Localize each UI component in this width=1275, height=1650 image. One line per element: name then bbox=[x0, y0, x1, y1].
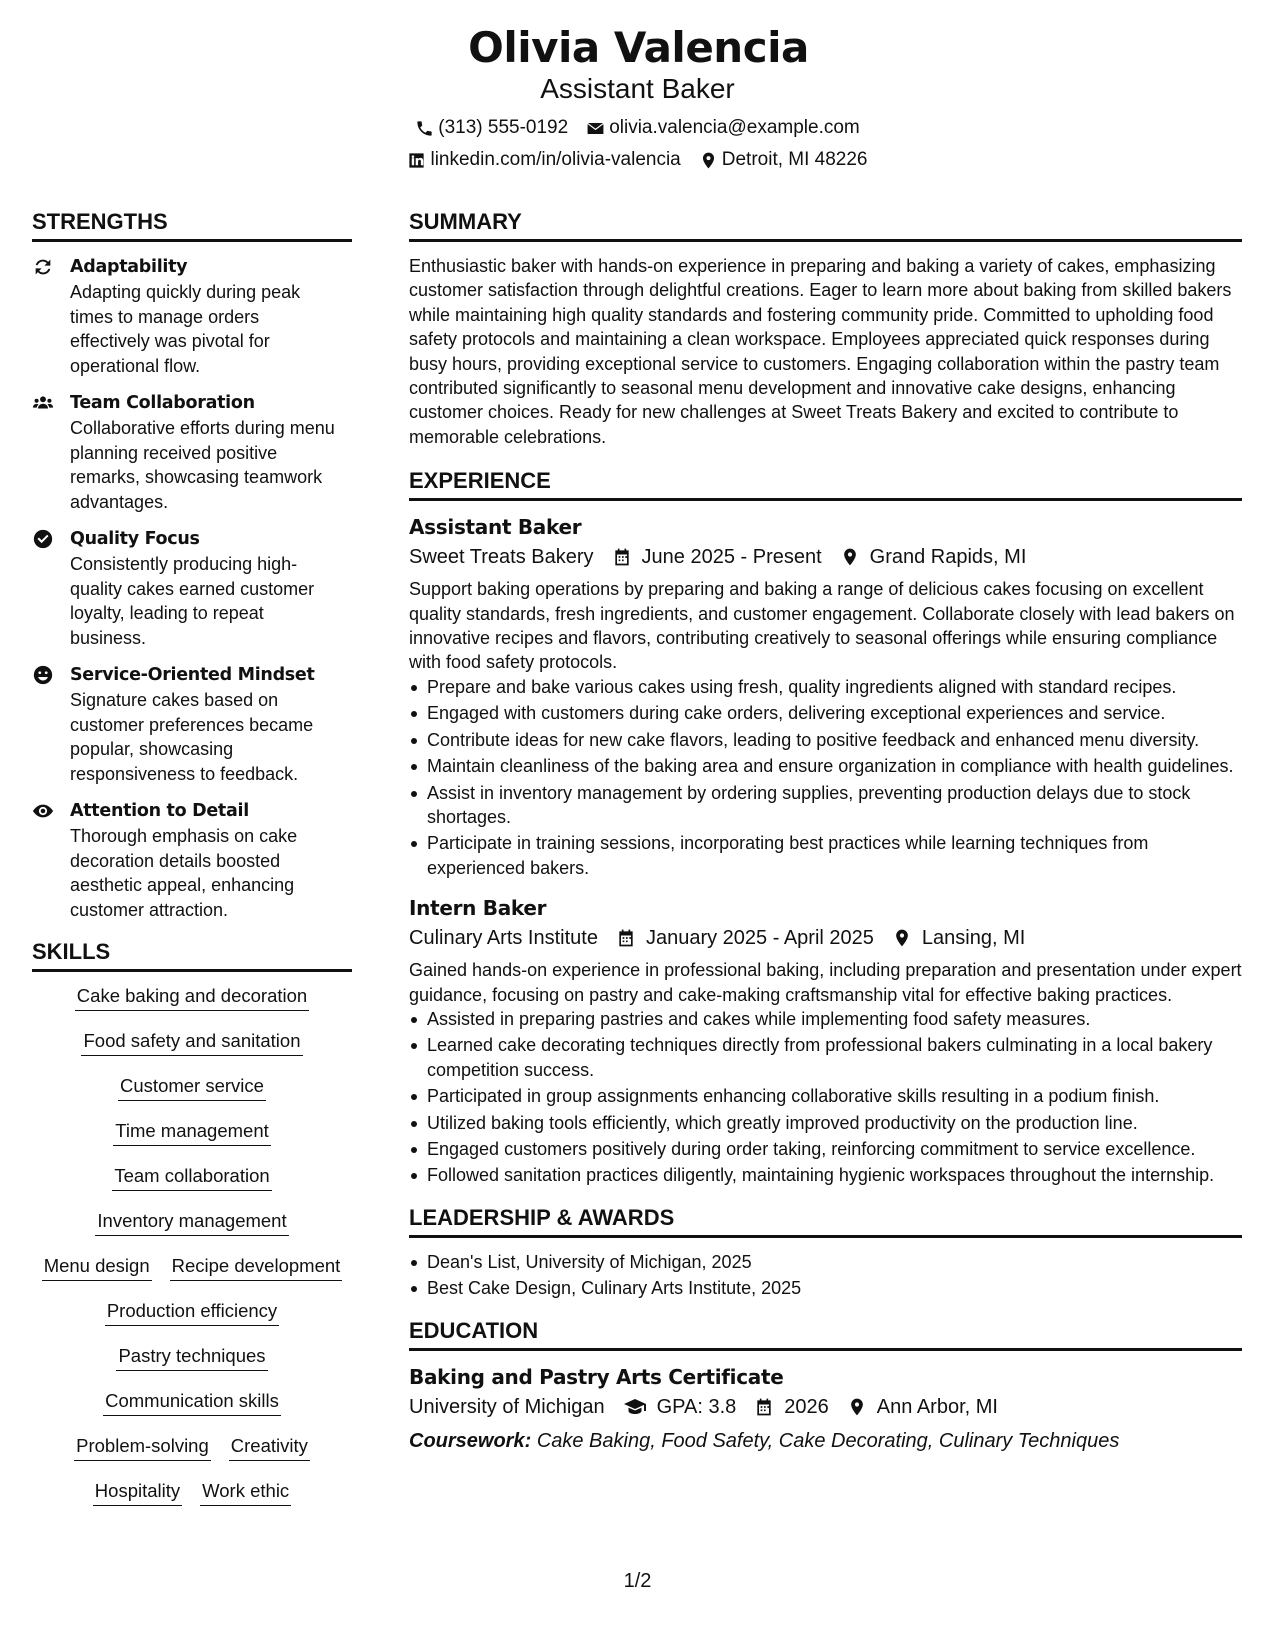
education-heading: EDUCATION bbox=[409, 1317, 1242, 1351]
strength-item bbox=[32, 526, 352, 650]
job-bullets bbox=[409, 675, 1242, 880]
education-location: Ann Arbor, MI bbox=[876, 1395, 998, 1418]
education-entry bbox=[409, 1363, 1242, 1455]
list-item: Participated in group assignments enhancing collaborative skills resulting in a podium finish. bbox=[427, 1084, 1242, 1108]
phone-text: (313) 555-0192 bbox=[438, 117, 569, 138]
calendar-icon bbox=[616, 928, 636, 948]
skills-list bbox=[32, 984, 352, 1524]
contact-linkedin[interactable] bbox=[407, 148, 680, 172]
job-title: Assistant Baker bbox=[409, 515, 582, 540]
strengths-heading: STRENGTHS bbox=[32, 208, 352, 242]
list-item: Assist in inventory management by ordering supplies, preventing production delays due to stock shortages. bbox=[427, 781, 1242, 830]
job-company: Culinary Arts Institute bbox=[409, 927, 598, 950]
job-meta bbox=[409, 543, 1242, 571]
check-circle-icon bbox=[32, 528, 54, 550]
contact-row-1 bbox=[0, 116, 1275, 140]
list-item: Prepare and bake various cakes using fresh, quality ingredients aligned with standard recipes. bbox=[427, 675, 1242, 699]
education-year: 2026 bbox=[784, 1395, 829, 1418]
strength-desc: Consistently producing high-quality cakes earned customer loyalty, leading to repeat business. bbox=[70, 554, 315, 648]
skill-tag: Problem-solving bbox=[74, 1434, 211, 1461]
left-column bbox=[32, 208, 352, 1524]
graduation-cap-icon bbox=[623, 1395, 647, 1419]
candidate-role: Assistant Baker bbox=[540, 73, 735, 104]
job-title: Intern Baker bbox=[409, 896, 547, 921]
coursework-text: Cake Baking, Food Safety, Cake Decorating, Culinary Techniques bbox=[536, 1429, 1120, 1452]
list-item: Maintain cleanliness of the baking area and ensure organization in compliance with health guidelines. bbox=[427, 754, 1242, 778]
job-bullets bbox=[409, 1007, 1242, 1188]
map-pin-icon bbox=[892, 928, 912, 948]
strength-title: Adaptability bbox=[70, 257, 188, 277]
eye-icon bbox=[32, 800, 54, 822]
summary-text: Enthusiastic baker with hands-on experience in preparing and baking a variety of cakes, emphasizing customer satisfaction through delightful creations. Eager to learn more about baking from skilled bakers while maintaining high quality standards and fostering community pride. Committed to upholding food safety protocols and maintaining a clean workspace. Employees appreciated quick responses during busy hours, providing exceptional service to customers. Engaging collaboration within the pastry team contributed significantly to seasonal menu development and innovative cake designs, enhancing customer choices. Ready for new challenges at Sweet Treats Bakery and excited to contribute to memorable celebrations. bbox=[409, 256, 1232, 447]
skill-tag: Recipe development bbox=[170, 1254, 343, 1281]
strength-title: Team Collaboration bbox=[70, 393, 255, 413]
skill-tag: Menu design bbox=[42, 1254, 152, 1281]
leadership-heading: LEADERSHIP & AWARDS bbox=[409, 1204, 1242, 1238]
summary-heading: SUMMARY bbox=[409, 208, 1242, 242]
awards-list bbox=[409, 1250, 1242, 1301]
skill-tag: Food safety and sanitation bbox=[81, 1029, 302, 1056]
experience-heading: EXPERIENCE bbox=[409, 467, 1242, 501]
job-entry bbox=[409, 513, 1242, 880]
strength-desc: Collaborative efforts during menu planning received positive remarks, showcasing teamwork advantages. bbox=[70, 418, 335, 512]
contact-email[interactable] bbox=[586, 116, 860, 140]
list-item: Assisted in preparing pastries and cakes while implementing food safety measures. bbox=[427, 1007, 1242, 1031]
skill-tag: Inventory management bbox=[95, 1209, 288, 1236]
school-name: University of Michigan bbox=[409, 1395, 605, 1418]
skill-tag: Production efficiency bbox=[105, 1299, 279, 1326]
envelope-icon bbox=[586, 119, 605, 138]
job-entry bbox=[409, 894, 1242, 1188]
coursework-label: Coursework: bbox=[409, 1429, 532, 1452]
strength-desc: Adapting quickly during peak times to manage orders effectively was pivotal for operational flow. bbox=[70, 282, 301, 376]
strength-item bbox=[32, 390, 352, 514]
list-item: Followed sanitation practices diligently, maintaining hygienic workspaces throughout the internship. bbox=[427, 1163, 1242, 1187]
resume-header bbox=[0, 22, 1275, 172]
candidate-name: Olivia Valencia bbox=[468, 23, 809, 72]
list-item: Engaged with customers during cake orders, delivering exceptional experiences and service. bbox=[427, 701, 1242, 725]
email-link[interactable]: olivia.valencia@example.com bbox=[609, 117, 860, 138]
location-text: Detroit, MI 48226 bbox=[721, 149, 868, 170]
job-dates: June 2025 - Present bbox=[641, 546, 822, 569]
skill-tag: Time management bbox=[113, 1119, 271, 1146]
users-icon bbox=[32, 392, 54, 414]
list-item: Contribute ideas for new cake flavors, leading to positive feedback and enhanced menu diversity. bbox=[427, 728, 1242, 752]
job-description: Support baking operations by preparing and baking a range of delicious cakes focusing on excellent quality standards, fresh ingredients, and customer engagement. Collaborate closely with lead bakers on innovative recipes and flavors, contributing creatively to seasonal offerings while ensuring compliance with food safety protocols. bbox=[409, 579, 1235, 673]
list-item: Participate in training sessions, incorporating best practices while learning techniques from experienced bakers. bbox=[427, 831, 1242, 880]
skill-tag: Customer service bbox=[118, 1074, 266, 1101]
map-pin-icon bbox=[840, 547, 860, 567]
job-description: Gained hands-on experience in professional baking, including preparation and presentation under expert guidance, focusing on pastry and cake-making craftsmanship vital for effective baking practices. bbox=[409, 960, 1242, 1005]
list-item: Best Cake Design, Culinary Arts Institute, 2025 bbox=[427, 1276, 1242, 1300]
linkedin-link[interactable]: linkedin.com/in/olivia-valencia bbox=[430, 149, 681, 170]
calendar-icon bbox=[612, 547, 632, 567]
skills-heading: SKILLS bbox=[32, 938, 352, 972]
degree-title: Baking and Pastry Arts Certificate bbox=[409, 1364, 784, 1389]
skill-tag: Creativity bbox=[229, 1434, 310, 1461]
phone-icon bbox=[415, 119, 434, 138]
map-pin-icon bbox=[699, 151, 718, 170]
page-number: 1/2 bbox=[623, 1570, 652, 1592]
strength-desc: Signature cakes based on customer preferences became popular, showcasing responsiveness to feedback. bbox=[70, 690, 314, 784]
skill-tag: Hospitality bbox=[93, 1479, 182, 1506]
job-dates: January 2025 - April 2025 bbox=[645, 927, 874, 950]
strength-title: Attention to Detail bbox=[70, 801, 249, 821]
strength-desc: Thorough emphasis on cake decoration details boosted aesthetic appeal, enhancing customer attraction. bbox=[70, 826, 298, 920]
skill-tag: Communication skills bbox=[103, 1389, 281, 1416]
coursework bbox=[409, 1427, 1242, 1455]
job-location: Lansing, MI bbox=[921, 927, 1026, 950]
smile-icon bbox=[32, 664, 54, 686]
strength-title: Quality Focus bbox=[70, 529, 200, 549]
calendar-icon bbox=[754, 1397, 774, 1417]
right-column bbox=[409, 208, 1242, 1455]
job-meta bbox=[409, 924, 1242, 952]
skill-tag: Work ethic bbox=[200, 1479, 291, 1506]
job-location: Grand Rapids, MI bbox=[869, 546, 1027, 569]
strength-title: Service-Oriented Mindset bbox=[70, 665, 315, 685]
skill-tag: Team collaboration bbox=[112, 1164, 271, 1191]
linkedin-icon bbox=[407, 151, 426, 170]
list-item: Dean's List, University of Michigan, 2025 bbox=[427, 1250, 1242, 1274]
map-pin-icon bbox=[847, 1397, 867, 1417]
job-company: Sweet Treats Bakery bbox=[409, 546, 594, 569]
strength-item bbox=[32, 662, 352, 786]
contact-row-2 bbox=[0, 148, 1275, 172]
contact-location bbox=[699, 148, 868, 172]
contact-phone bbox=[415, 116, 568, 140]
refresh-icon bbox=[32, 256, 54, 278]
gpa-text: GPA: 3.8 bbox=[656, 1395, 737, 1418]
skill-tag: Pastry techniques bbox=[116, 1344, 267, 1371]
strength-item bbox=[32, 798, 352, 922]
list-item: Utilized baking tools efficiently, which greatly improved productivity on the production line. bbox=[427, 1111, 1242, 1135]
strength-item bbox=[32, 254, 352, 378]
list-item: Learned cake decorating techniques directly from professional bakers culminating in a local bakery competition success. bbox=[427, 1033, 1242, 1082]
skill-tag: Cake baking and decoration bbox=[75, 984, 309, 1011]
education-meta bbox=[409, 1393, 1242, 1421]
list-item: Engaged customers positively during order taking, reinforcing commitment to service excellence. bbox=[427, 1137, 1242, 1161]
